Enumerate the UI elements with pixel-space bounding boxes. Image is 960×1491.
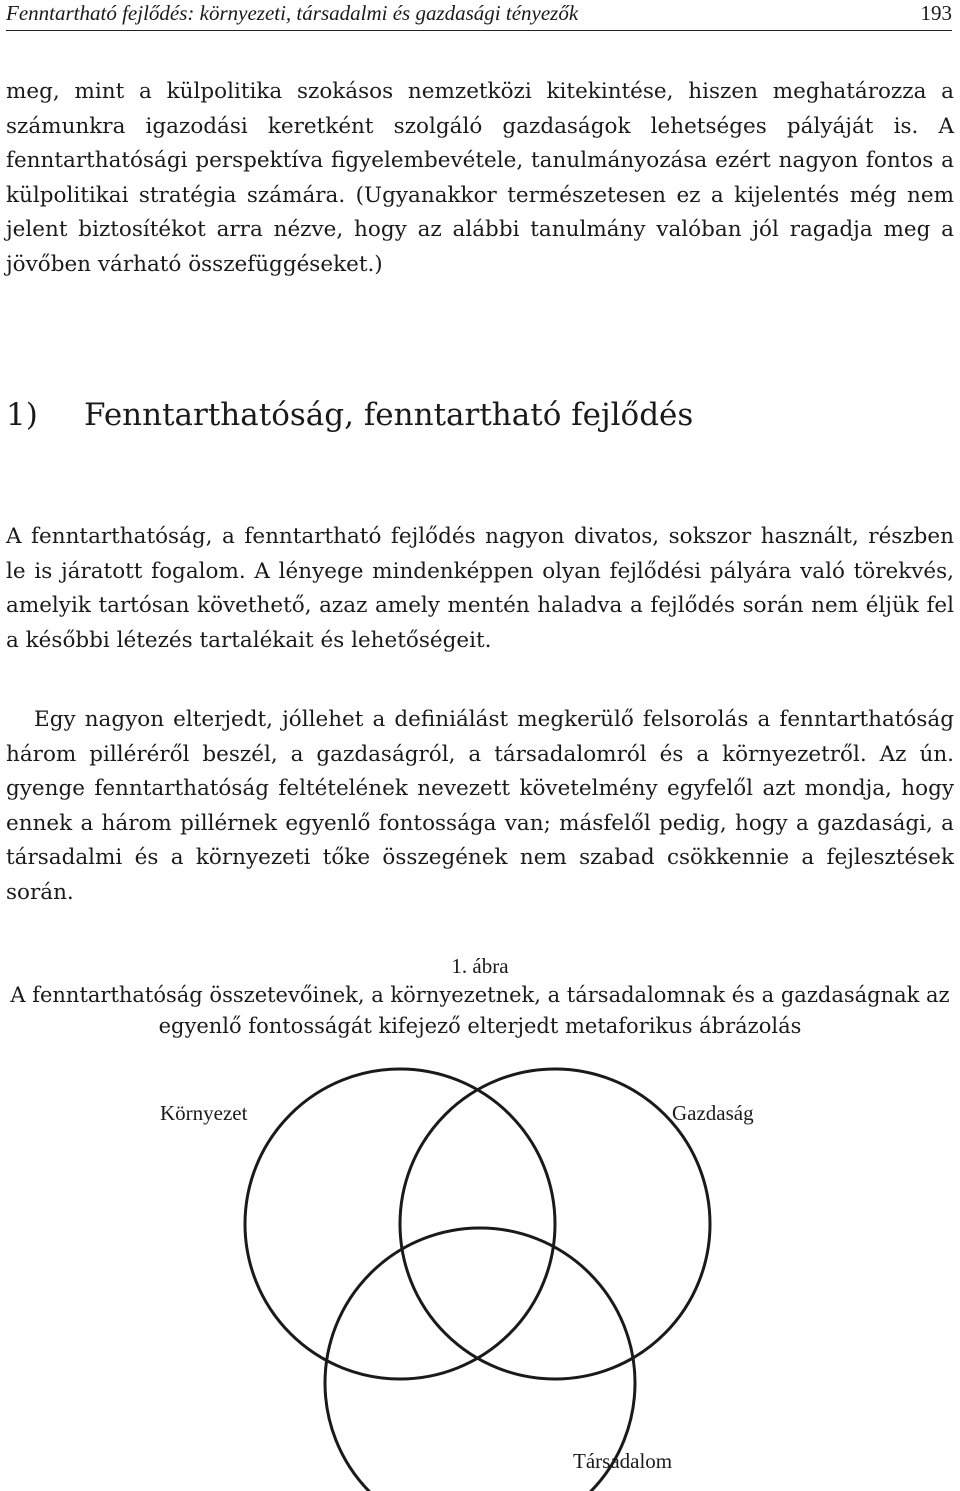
figure-number: 1. ábra [451, 954, 509, 978]
body-paragraph-3: Egy nagyon elterjedt, jóllehet a definiálást megkerülő felsorolás a fenntarthatóság három pilléréről beszél, a gazdaságról, a társadalomról és a környezetről. Az ún. gyenge fenntarthatóság feltételének nevezett követelmény egyfelől azt mondja, hogy ennek a három pillérnek egyenlő fontossága van; másfelől pedig, hogy a gazdasági, a társadalmi és a környezeti tőke összegének nem szabad csökkennie a fejlesztések során. [6, 707, 954, 905]
running-title: Fenntartható fejlődés: környezeti, társadalmi és gazdasági tényezők [6, 1, 579, 25]
body-paragraph-2: A fenntarthatóság, a fenntartható fejlődés nagyon divatos, sokszor használt, részben le is járatott fogalom. A lényege mindenképpen olyan fejlődési pályára való törekvés, amelyik tartósan követhető, azaz amely mentén haladva a fejlődés során nem éljük fel a későbbi létezés tartalékait és lehetőségeit. [6, 524, 954, 653]
venn-label-environment: Környezet [160, 1101, 248, 1125]
section-title: Fenntarthatóság, fenntartható fejlődés [84, 397, 694, 433]
venn-label-society: Társadalom [573, 1449, 673, 1473]
page-number: 193 [920, 1, 952, 25]
body-paragraph-1: meg, mint a külpolitika szokásos nemzetközi kitekintése, hiszen meghatározza a számunkra igazodási keretként szolgáló gazdaságok lehetséges pályáját is. A fenntarthatósági perspektíva figyelembevétele, tanulmányozása ezért nagyon fontos a külpolitikai stratégia számára. (Ugyanakkor természetesen ez a kijelentés még nem jelent biztosítékot arra nézve, hogy az alábbi tanulmány valóban jól ragadja meg a jövőben várható összefüggéseket.) [6, 79, 954, 277]
section-number: 1) [6, 397, 38, 433]
figure-caption: A fenntarthatóság összetevőinek, a környezetnek, a társadalomnak és a gazdaságnak az egyenlő fontosságát kifejező elterjedt metaforikus ábrázolás [10, 983, 950, 1038]
venn-label-economy: Gazdaság [672, 1101, 754, 1125]
